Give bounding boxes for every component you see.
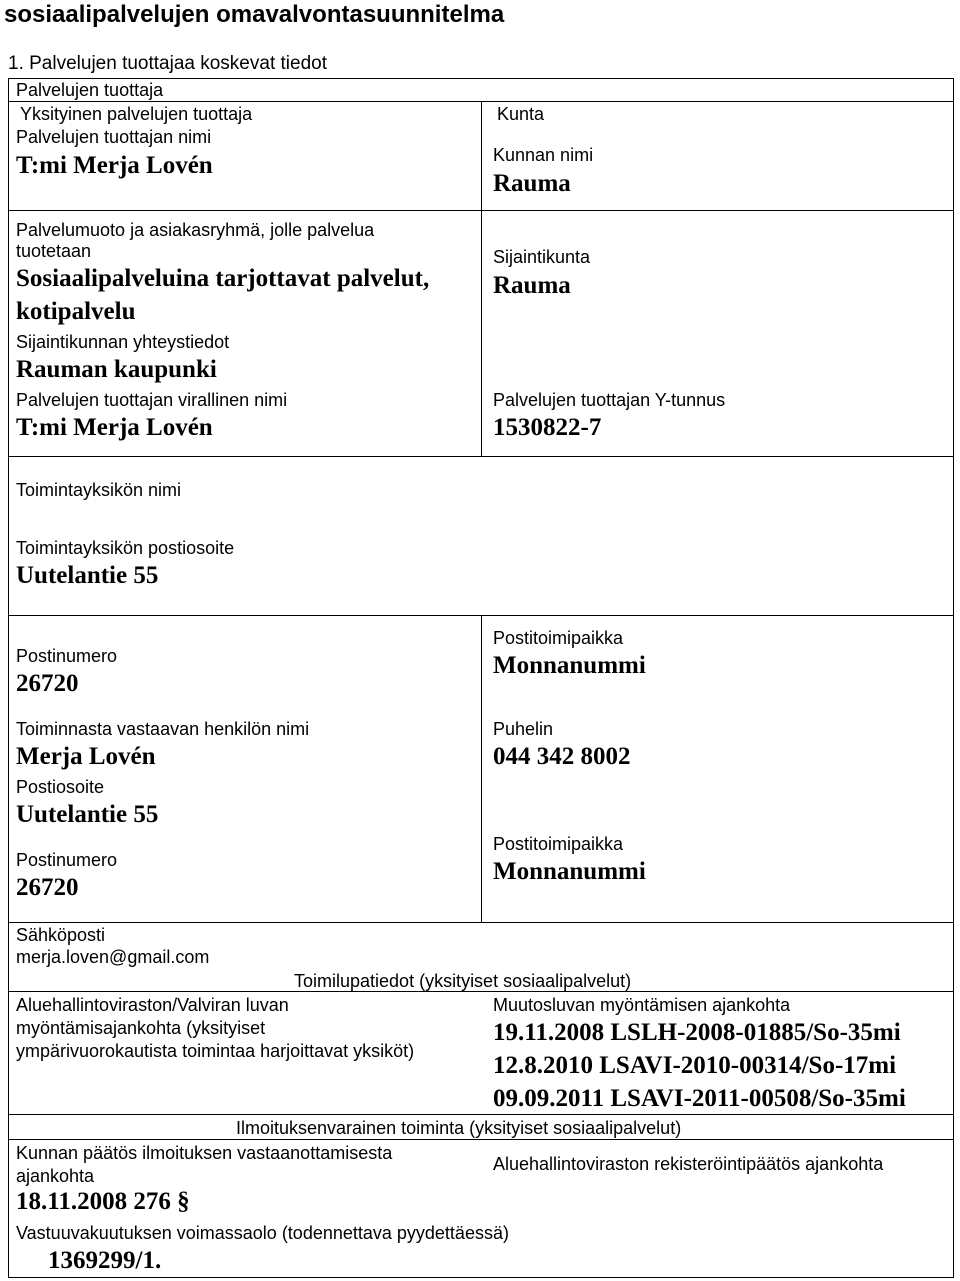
unit-post-office: Monnanummi [493, 652, 646, 679]
avi-label-line2: myöntämisajankohta (yksityiset [16, 1018, 266, 1038]
avi-label-line3: ympärivuorokautista toimintaa harjoittavat yksiköt) [16, 1041, 415, 1061]
provider-label: Palvelujen tuottaja [16, 80, 164, 100]
decision-label-line2: ajankohta [16, 1166, 95, 1186]
responsible-name: Merja Lovén [16, 743, 156, 770]
service-form-value-line2: kotipalvelu [16, 298, 136, 325]
unit-postal-code: 26720 [16, 670, 79, 697]
decision-label-line1: Kunnan päätös ilmoituksen vastaanottamisesta [16, 1143, 393, 1163]
municipality-label: Kunta [497, 104, 545, 124]
insurance-label: Vastuuvakuutuksen voimassaolo (todennettava pyydettäessä) [16, 1223, 509, 1243]
unit-postal-code-label: Postinumero [16, 646, 118, 666]
business-id: 1530822-7 [493, 414, 602, 441]
email-value: merja.loven@gmail.com [16, 947, 210, 967]
contact-value: Rauman kaupunki [16, 356, 217, 383]
contact-label: Sijaintikunnan yhteystiedot [16, 332, 230, 352]
responsible-address: Uutelantie 55 [16, 801, 159, 828]
unit-address: Uutelantie 55 [16, 562, 159, 589]
responsible-address-label: Postiosoite [16, 777, 105, 797]
unit-post-office-label: Postitoimipaikka [493, 628, 624, 648]
registry-label: Aluehallintoviraston rekisteröintipäätös ajankohta [493, 1154, 884, 1174]
license-heading: Toimilupatiedot (yksityiset sosiaalipalvelut) [294, 971, 632, 991]
responsible-name-label: Toiminnasta vastaavan henkilön nimi [16, 719, 310, 739]
notification-heading: Ilmoituksenvarainen toiminta (yksityiset sosiaalipalvelut) [236, 1118, 682, 1138]
responsible-post-office-label: Postitoimipaikka [493, 834, 624, 854]
phone-label: Puhelin [493, 719, 554, 739]
location-value: Rauma [493, 272, 571, 299]
municipality-name-label: Kunnan nimi [493, 145, 594, 165]
unit-address-label: Toimintayksikön postiosoite [16, 538, 235, 558]
provider-type: Yksityinen palvelujen tuottaja [20, 104, 253, 124]
unit-name-label: Toimintayksikön nimi [16, 480, 182, 500]
responsible-postal-code: 26720 [16, 874, 79, 901]
email-label: Sähköposti [16, 925, 106, 945]
section-heading: 1. Palvelujen tuottajaa koskevat tiedot [8, 53, 327, 74]
responsible-post-office: Monnanummi [493, 858, 646, 885]
location-label: Sijaintikunta [493, 247, 591, 267]
change-entry-2: 12.8.2010 LSAVI-2010-00314/So-17mi [493, 1052, 897, 1079]
phone-value: 044 342 8002 [493, 743, 631, 770]
service-form-label: Palvelumuoto ja asiakasryhmä, jolle palvelua tuotetaan [16, 220, 375, 261]
change-label: Muutosluvan myöntämisen ajankohta [493, 995, 791, 1015]
change-entry-1: 19.11.2008 LSLH-2008-01885/So-35mi [493, 1019, 901, 1046]
avi-label-line1: Aluehallintoviraston/Valviran luvan [16, 995, 289, 1015]
insurance-value: 1369299/1. [48, 1247, 162, 1274]
responsible-postal-code-label: Postinumero [16, 850, 118, 870]
official-name: T:mi Merja Lovén [16, 414, 213, 441]
change-entry-3: 09.09.2011 LSAVI-2011-00508/So-35mi [493, 1085, 906, 1112]
provider-name: T:mi Merja Lovén [16, 152, 213, 179]
page-title: sosiaalipalvelujen omavalvontasuunnitelma [4, 1, 505, 28]
business-id-label: Palvelujen tuottajan Y-tunnus [493, 390, 726, 410]
service-form-value-line1: Sosiaalipalveluina tarjottavat palvelut, [16, 265, 430, 292]
official-name-label: Palvelujen tuottajan virallinen nimi [16, 390, 288, 410]
municipality-name: Rauma [493, 170, 571, 197]
decision-value: 18.11.2008 276 § [16, 1188, 190, 1215]
provider-name-label: Palvelujen tuottajan nimi [16, 127, 212, 147]
